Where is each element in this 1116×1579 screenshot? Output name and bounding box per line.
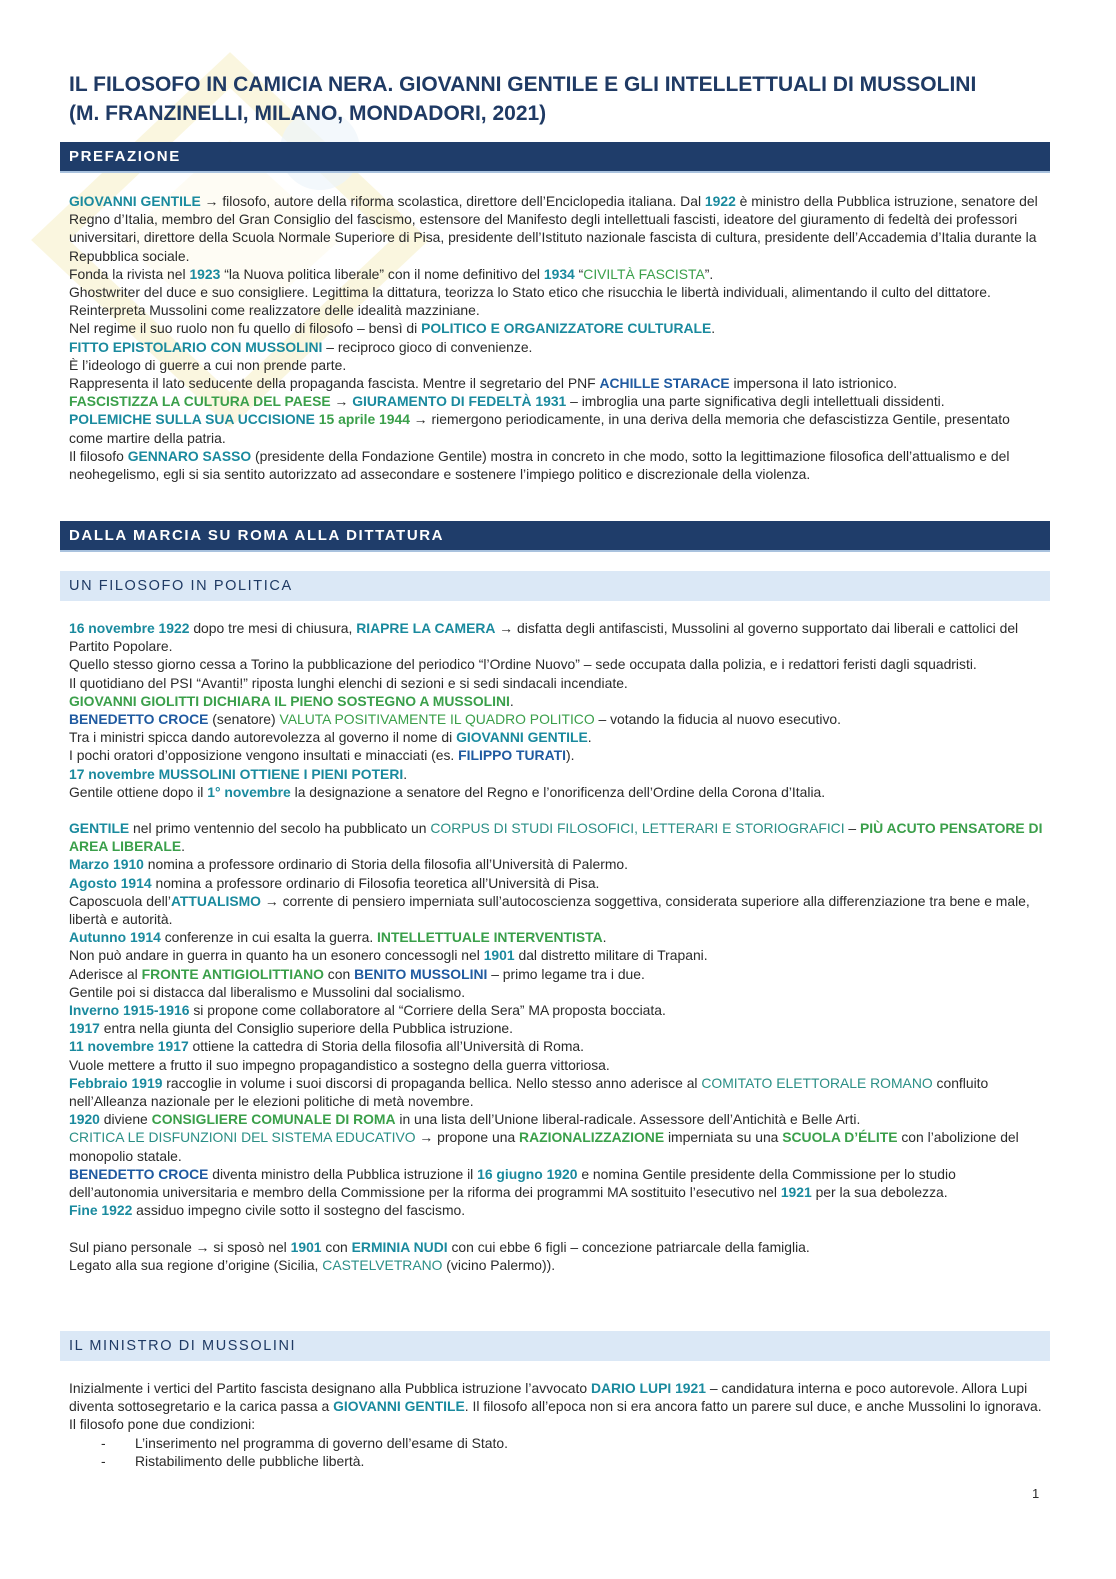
list-item: - Ristabilimento delle pubbliche libertà. [69, 1452, 1044, 1470]
text-run: Ghostwriter del duce e suo consigliere. Legittima la dittatura, teorizza lo Stato etico che risucchia le libertà individuali, alimentando il culto del dittatore. Reinterpreta Mussolini come realizzatore delle idealità mazziniane. [69, 284, 991, 319]
paragraph [69, 1074, 1044, 1110]
title-line-2: (M. FRANZINELLI, MILANO, MONDADORI, 2021) [69, 102, 547, 125]
text-run: confluito nell’Alleanza nazionale per le elezioni politiche di metà novembre. [69, 1074, 989, 1110]
text-run: si propone come collaboratore al “Corriere della Sera” MA proposta bocciata. [189, 1002, 666, 1019]
subsection-header-filosofo-politica [60, 571, 1050, 601]
text-run: per la sua debolezza. [811, 1184, 948, 1201]
text-run: conferenze in cui esalta la guerra. [160, 929, 378, 946]
paragraph [69, 728, 1044, 746]
highlight-text: VALUTA POSITIVAMENTE IL QUADRO POLITICO [279, 711, 595, 728]
text-run: Gentile ottiene dopo il [69, 783, 208, 800]
highlight-text: CRITICA LE DISFUNZIONI DEL SISTEMA EDUCATIVO [69, 1129, 416, 1146]
conditions-list [69, 1434, 1044, 1470]
text-run: Il quotidiano del PSI “Avanti!” riposta lunghi elenchi di sezioni e si sedi sindacali incendiate. [69, 674, 628, 691]
highlight-text: 1921 [675, 1380, 706, 1396]
paragraph [69, 356, 1044, 374]
ministro-text [69, 1379, 1044, 1470]
paragraph [69, 283, 1044, 319]
text-run: – candidatura interna e poco autorevole. Allora Lupi diventa sottosegretario e la carica passa a [69, 1380, 1028, 1415]
highlight-text: GIOVANNI GENTILE [456, 729, 588, 746]
highlight-text: 1921 [780, 1184, 812, 1201]
text-run: Fonda la rivista nel [69, 265, 190, 282]
text-run: ). [565, 747, 575, 764]
highlight-text: POLITICO E ORGANIZZATORE CULTURALE [421, 320, 712, 337]
text-run: diventa ministro della Pubblica istruzione il [208, 1165, 478, 1182]
highlight-text: 16 novembre 1922 [69, 620, 190, 636]
paragraph [69, 1128, 1044, 1164]
highlight-text: GENNARO SASSO [127, 447, 252, 464]
text-run: Caposcuola dell’ [69, 892, 171, 909]
text-run: . [602, 929, 607, 946]
paragraph [69, 1037, 1044, 1055]
highlight-text: 1920 [69, 1111, 100, 1128]
paragraph-group-b [69, 819, 1044, 1219]
paragraph [69, 983, 1044, 1001]
paragraph [69, 447, 1044, 483]
text-run: . [509, 692, 514, 709]
highlight-text: MUSSOLINI OTTIENE I PIENI POTERI [158, 765, 404, 782]
section-title: PREFAZIONE [69, 148, 181, 165]
section-header-dalla-marcia [60, 521, 1050, 552]
subsection-title: UN FILOSOFO IN POLITICA [69, 578, 293, 594]
text-run: imperniata su una [664, 1129, 783, 1146]
paragraph [69, 710, 1044, 728]
text-run: (presidente della Fondazione Gentile) mostra in concreto in che modo, sotto la legittimazione filosofica dell’attualismo e del neohegelismo, egli si sia sentito autorizzato ad assecondare e sostenere l’impiego politico e discrezionale della violenza. [69, 447, 1010, 483]
highlight-text: 1901 [483, 947, 515, 964]
highlight-text: FRONTE ANTIGIOLITTIANO [141, 965, 324, 982]
paragraph [69, 1238, 1044, 1256]
highlight-text: COMITATO ELETTORALE ROMANO [701, 1074, 933, 1091]
paragraph [69, 674, 1044, 692]
paragraph [69, 1110, 1044, 1128]
document-title [69, 70, 1059, 128]
highlight-text: FITTO EPISTOLARIO CON MUSSOLINI [69, 338, 323, 355]
paragraph [69, 855, 1044, 873]
paragraph [69, 374, 1044, 392]
paragraph [69, 692, 1044, 710]
paragraph [69, 319, 1044, 337]
text-run: (vicino Palermo)). [442, 1256, 556, 1273]
highlight-text: CORPUS DI STUDI FILOSOFICI, LETTERARI E STORIOGRAFICI [430, 820, 845, 837]
text-run: dal distretto militare di Trapani. [514, 947, 708, 964]
text-run: Il filosofo [69, 447, 128, 464]
text-run: Aderisce al [69, 965, 142, 982]
text-run: impersona il lato istrionico. [729, 375, 898, 392]
paragraph [69, 655, 1044, 673]
text-run: – imbroglia una parte significativa degli intellettuali dissidenti. [566, 393, 945, 410]
text-run: Inizialmente i vertici del Partito fascista designano alla Pubblica istruzione l’avvocato [69, 1380, 591, 1396]
paragraph [69, 1001, 1044, 1019]
text-run: nomina a professore ordinario di Filosofia teoretica all’Università di Pisa. [151, 874, 600, 891]
text-run: nomina a professore ordinario di Storia della filosofia all’Università di Palermo. [143, 856, 628, 873]
highlight-text: RAZIONALIZZAZIONE [519, 1129, 665, 1146]
highlight-text: 1934 [543, 265, 575, 282]
paragraph [69, 965, 1044, 983]
highlight-text: GENTILE [69, 820, 130, 837]
paragraph [69, 765, 1044, 783]
text-run: con cui ebbe 6 figli – concezione patriarcale della famiglia. [447, 1238, 810, 1255]
paragraph [69, 946, 1044, 964]
text-run: nel primo ventennio del secolo ha pubblicato un [129, 820, 431, 837]
highlight-text: 1901 [290, 1238, 322, 1255]
paragraph [69, 265, 1044, 283]
text-run: diviene [99, 1111, 152, 1128]
highlight-text: ACHILLE STARACE [599, 375, 730, 392]
text-run: entra nella giunta del Consiglio superiore della Pubblica istruzione. [99, 1020, 514, 1037]
text-run: → filosofo, autore della riforma scolastica, direttore dell’Enciclopedia italiana. Dal [200, 193, 705, 209]
text-run: la designazione a senatore del Regno e l’onorificenza dell’Ordine della Corona d’Italia. [290, 783, 826, 800]
paragraph [69, 1056, 1044, 1074]
paragraph [69, 410, 1044, 446]
text-run: con l’abolizione del monopolio statale. [69, 1129, 1019, 1164]
text-run: assiduo impegno civile sotto il sostegno del fascismo. [132, 1202, 466, 1219]
paragraph [69, 892, 1044, 928]
text-run: dopo tre mesi di chiusura, [189, 620, 357, 636]
paragraph [69, 874, 1044, 892]
highlight-text: ERMINIA NUDI [351, 1238, 448, 1255]
text-run: con [323, 965, 355, 982]
highlight-text: 16 giugno 1920 [477, 1165, 578, 1182]
highlight-text: 1917 [69, 1020, 100, 1037]
text-run: (senatore) [208, 711, 280, 728]
text-run: – [844, 820, 861, 837]
text-run: . [181, 838, 186, 855]
highlight-text: FILIPPO TURATI [458, 747, 566, 764]
text-run: in una lista dell’Unione liberal-radicale. Assessore dell’Antichità e Belle Arti. [395, 1111, 861, 1128]
paragraph [69, 1256, 1044, 1274]
highlight-text: INTELLETTUALE INTERVENTISTA [377, 929, 603, 946]
highlight-text: RIAPRE LA CAMERA [356, 620, 496, 636]
highlight-text: ATTUALISMO [170, 892, 261, 909]
text-run: È l’ideologo di guerre a cui non prende parte. [69, 356, 347, 373]
subsection-header-ministro [60, 1331, 1050, 1361]
text-run: . Il filosofo all’epoca non si era ancora fatto un parere sul duce, e anche Mussolini lo ignorava. Il filosofo pone due condizioni: [69, 1398, 1042, 1433]
page-number: 1 [1032, 1486, 1040, 1501]
paragraph [69, 1165, 1044, 1201]
text-run: . [587, 729, 592, 746]
text-run: – primo legame tra i due. [487, 965, 645, 982]
title-line-1: IL FILOSOFO IN CAMICIA NERA. GIOVANNI GENTILE E GLI INTELLETTUALI DI MUSSOLINI [69, 73, 977, 96]
highlight-text: Agosto 1914 [69, 874, 152, 891]
text-run: Tra i ministri spicca dando autorevolezza al governo il nome di [69, 729, 457, 746]
text-run: → disfatta degli antifascisti, Mussolini al governo supportato dai liberali e cattolici del Partito Popolare. [69, 620, 1019, 655]
text-run: Gentile poi si distacca dal liberalismo e Mussolini dal socialismo. [69, 983, 466, 1000]
paragraph [69, 1379, 1044, 1434]
text-run: → corrente di pensiero imperniata sull’autocoscienza soggettiva, considerata superiore alla differenziazione tra bene e male, libertà e autorità. [69, 892, 1030, 928]
text-run: e nomina Gentile presidente della Commissione per lo studio dell’autonomia universitaria e membro della Commissione per la riforma dei programmi MA sostituito l’esecutivo nel [69, 1165, 956, 1201]
highlight-text: 11 novembre 1917 [69, 1038, 189, 1055]
paragraph [69, 1019, 1044, 1037]
highlight-text: Marzo 1910 [69, 856, 144, 873]
highlight-text: CONSIGLIERE COMUNALE DI ROMA [151, 1111, 396, 1128]
highlight-text: GIURAMENTO DI FEDELTÀ [352, 393, 532, 410]
highlight-text: GIOVANNI GENTILE [69, 193, 201, 209]
paragraph [69, 392, 1044, 410]
text-run: con [321, 1238, 352, 1255]
text-run: Legato alla sua regione d’origine (Sicilia, [69, 1256, 323, 1273]
text-run: . [403, 765, 408, 782]
highlight-text: Febbraio 1919 [69, 1074, 163, 1091]
text-run: “ [574, 265, 584, 282]
text-run: → riemergono periodicamente, in una deriva della memoria che defascistizza Gentile, presentato come martire della patria. [69, 411, 1010, 446]
text-run: . [711, 320, 716, 337]
highlight-text: CIVILTÀ FASCISTA [583, 265, 705, 282]
text-run: Rappresenta il lato seducente della propaganda fascista. Mentre il segretario del PNF [69, 375, 600, 392]
text-run: Nel regime il suo ruolo non fu quello di filosofo – bensì di [69, 320, 422, 337]
text-run: raccoglie in volume i suoi discorsi di propaganda bellica. Nello stesso anno aderisce al [162, 1074, 702, 1091]
text-run: Sul piano personale → si sposò nel [69, 1238, 291, 1255]
highlight-text: Fine 1922 [69, 1202, 133, 1219]
highlight-text: GIOVANNI GIOLITTI DICHIARA IL PIENO SOSTEGNO A MUSSOLINI [69, 692, 510, 709]
list-item: - L’inserimento nel programma di governo dell’esame di Stato. [69, 1434, 1044, 1452]
paragraph [69, 619, 1044, 655]
highlight-text: 15 aprile 1944 [318, 411, 410, 428]
text-run: Non può andare in guerra in quanto ha un esonero concessogli nel [69, 947, 484, 964]
text-run: ”. [704, 265, 714, 282]
paragraph [69, 819, 1044, 855]
text-run: → propone una [415, 1129, 520, 1146]
highlight-text: 1923 [189, 265, 221, 282]
highlight-text: 1922 [704, 193, 736, 209]
prefazione-text [69, 192, 1044, 483]
text-run: è ministro della Pubblica istruzione, senatore del Regno d’Italia, membro del Gran Consiglio del fascismo, estensore del Manifesto degli intellettuali fascisti, ideatore del giuramento di fedeltà dei professori universitari, direttore della Scuola Normale Superiore di Pisa, presidente dell’Istituto nazionale fascista di cultura, presidente dell’Accademia d’Italia durante la Repubblica sociale. [69, 193, 1038, 264]
paragraph [69, 928, 1044, 946]
text-run: ottiene la cattedra di Storia della filosofia all’Università di Roma. [188, 1038, 585, 1055]
highlight-text: POLEMICHE SULLA SUA UCCISIONE [69, 411, 315, 428]
highlight-text: Inverno 1915-1916 [69, 1002, 190, 1019]
text-run: Quello stesso giorno cessa a Torino la pubblicazione del periodico “l’Ordine Nuovo” – sede occupata dalla polizia, e i redattori feristi dagli squadristi. [69, 656, 977, 673]
paragraph-group-a [69, 619, 1044, 801]
highlight-text: BENEDETTO CROCE [69, 1165, 209, 1182]
text-run: → [330, 393, 353, 410]
highlight-text: SCUOLA D’ÉLITE [782, 1129, 898, 1146]
paragraph-group-c [69, 1238, 1044, 1274]
highlight-text: DARIO LUPI [590, 1380, 672, 1396]
text-run: Vuole mettere a frutto il suo impegno propagandistico a sostegno della guerra vittoriosa. [69, 1056, 610, 1073]
paragraph [69, 783, 1044, 801]
paragraph [69, 746, 1044, 764]
text-run: I pochi oratori d’opposizione vengono insultati e minacciati (es. [69, 747, 459, 764]
paragraph [69, 192, 1044, 265]
paragraph [69, 338, 1044, 356]
text-run: – votando la fiducia al nuovo esecutivo. [594, 711, 841, 728]
highlight-text: 17 novembre [69, 765, 155, 782]
text-run: – reciproco gioco di convenienze. [322, 338, 533, 355]
highlight-text: 1° novembre [207, 783, 291, 800]
section-title: DALLA MARCIA SU ROMA ALLA DITTATURA [69, 527, 445, 544]
politica-text [69, 619, 1044, 1274]
highlight-text: Autunno 1914 [69, 929, 161, 946]
highlight-text: BENITO MUSSOLINI [354, 965, 488, 982]
highlight-text: CASTELVETRANO [322, 1256, 443, 1273]
subsection-title: IL MINISTRO DI MUSSOLINI [69, 1338, 297, 1354]
highlight-text: FASCISTIZZA LA CULTURA DEL PAESE [69, 393, 331, 410]
highlight-text: GIOVANNI GENTILE [333, 1398, 465, 1415]
paragraph [69, 1201, 1044, 1219]
section-header-prefazione [60, 142, 1050, 173]
highlight-text: PIÙ ACUTO PENSATORE DI AREA LIBERALE [69, 820, 1043, 855]
highlight-text: 1931 [535, 393, 567, 410]
highlight-text: BENEDETTO CROCE [69, 711, 209, 728]
text-run: “la Nuova politica liberale” con il nome definitivo del [220, 265, 544, 282]
